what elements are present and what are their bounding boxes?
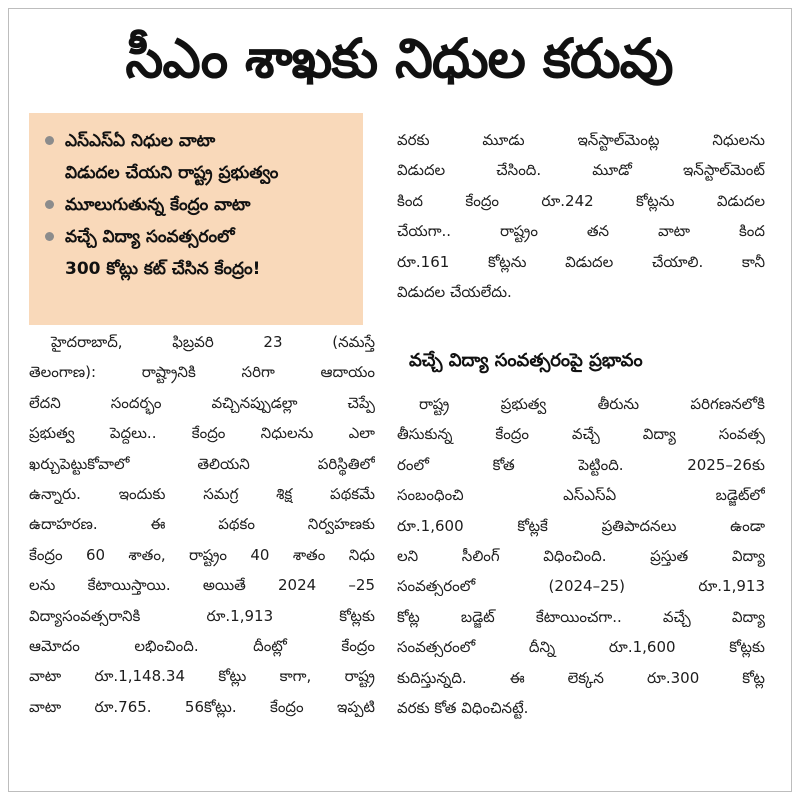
text-line: విడుదల చేయలేదు. [397, 283, 512, 302]
text-line: ఉన్నారు. ఇందుకు సమగ్ర శిక్ష పథకమే [29, 485, 375, 504]
highlight-item [39, 189, 353, 221]
bullet-icon [45, 232, 54, 241]
text-line: కింద కేంద్రం రూ.242 కోట్లను విడుదల [397, 191, 765, 210]
highlight-line: మూలుగుతున్న కేంద్రం వాటా [65, 195, 251, 215]
headline: సీఎం శాఖకు నిధుల కరువు [125, 27, 673, 90]
text-line: సంబంధించి ఎస్‌ఎస్‌ఏ బడ్జెట్‌లో [397, 486, 765, 505]
text-line: చేయగా.. రాష్ట్రం తన వాటా కింద [397, 222, 765, 241]
text-line: వరకు మూడు ఇన్‌స్టాల్‌మెంట్ల నిధులను [397, 131, 765, 149]
newspaper-clipping [8, 8, 792, 792]
text-line: వాటా రూ.765. 56కోట్లు. కేంద్రం ఇప్పటి [29, 697, 375, 716]
text-line: వాటా రూ.1,148.34 కోట్లు కాగా, రాష్ట్ర [29, 667, 375, 686]
text-line: రూ.161 కోట్లను విడుదల చేయాలి. కానీ [397, 252, 765, 271]
text-line: విద్యాసంవత్సరానికి రూ.1,913 కోట్లకు [29, 606, 375, 625]
text-line: రంలో కోత పెట్టింది. 2025–26కు [397, 455, 765, 474]
text-line: తెలంగాణ): రాష్ట్రానికి సరిగా ఆదాయం [29, 363, 375, 382]
text-line: కేంద్రం 60 శాతం, రాష్ట్రం 40 శాతం నిధు [29, 545, 375, 564]
text-line: హైదరాబాద్, ఫిబ్రవరి 23 (నమస్తే [51, 333, 375, 351]
highlight-line: వచ్చే విద్యా సంవత్సరంలో [65, 227, 235, 247]
text-line: కుదిస్తున్నది. ఈ లెక్కన రూ.300 కోట్ల [397, 668, 765, 687]
bullet-icon [45, 200, 54, 209]
text-line: వరకు కోత విధించినట్టే. [397, 699, 529, 718]
highlight-item [39, 221, 353, 285]
text-line: ఖర్చుపెట్టుకోవాలో తెలియని పరిస్థితిలో [29, 454, 375, 473]
text-line: విడుదల చేసింది. మూడో ఇన్‌స్టాల్‌మెంట్ [397, 161, 765, 180]
bullet-icon [45, 136, 54, 145]
highlight-item [39, 125, 353, 189]
right-column-text-bottom [397, 389, 765, 723]
text-line: రూ.1,600 కోట్లకే ప్రతిపాదనలు ఉండా [397, 516, 765, 535]
text-line: ప్రభుత్వ పెద్దలు.. కేంద్రం నిధులను ఎలా [29, 424, 375, 443]
text-line: సంవత్సరంలో (2024–25) రూ.1,913 [397, 577, 765, 596]
text-line: లేదని సందర్భం వచ్చినప్పుడల్లా చెప్పే [29, 393, 375, 412]
right-column-text-top [397, 125, 765, 307]
left-column-text [29, 327, 375, 722]
highlight-line: ఎస్‌ఎస్‌ఏ నిధుల వాటా [65, 131, 216, 151]
text-line: ఆమోదం లభించింది. దీంట్లో కేంద్రం [29, 637, 375, 656]
highlights-box [29, 113, 363, 325]
text-line: కోట్ల బడ్జెట్ కేటాయించగా.. వచ్చే విద్యా [397, 607, 765, 626]
text-line: ఉదాహరణ. ఈ పథకం నిర్వహణకు [29, 515, 375, 534]
text-line: తీసుకున్న కేంద్రం వచ్చే విద్యా సంవత్స [397, 425, 765, 444]
text-line: రాష్ట్ర ప్రభుత్వ తీరును పరిగణనలోకి [419, 395, 765, 413]
subheading: వచ్చే విద్యా సంవత్సరంపై ప్రభావం [409, 350, 643, 371]
highlight-line: విడుదల చేయని రాష్ట్ర ప్రభుత్వం [65, 163, 279, 183]
text-line: లను కేటాయిస్తాయి. అయితే 2024 –25 [29, 576, 375, 595]
text-line: సంవత్సరంలో దీన్ని రూ.1,600 కోట్లకు [397, 638, 765, 657]
text-line: లని సీలింగ్ విధించింది. ప్రస్తుత విద్యా [397, 547, 765, 566]
highlight-line: 300 కోట్లు కట్ చేసిన కేంద్రం! [65, 259, 261, 279]
